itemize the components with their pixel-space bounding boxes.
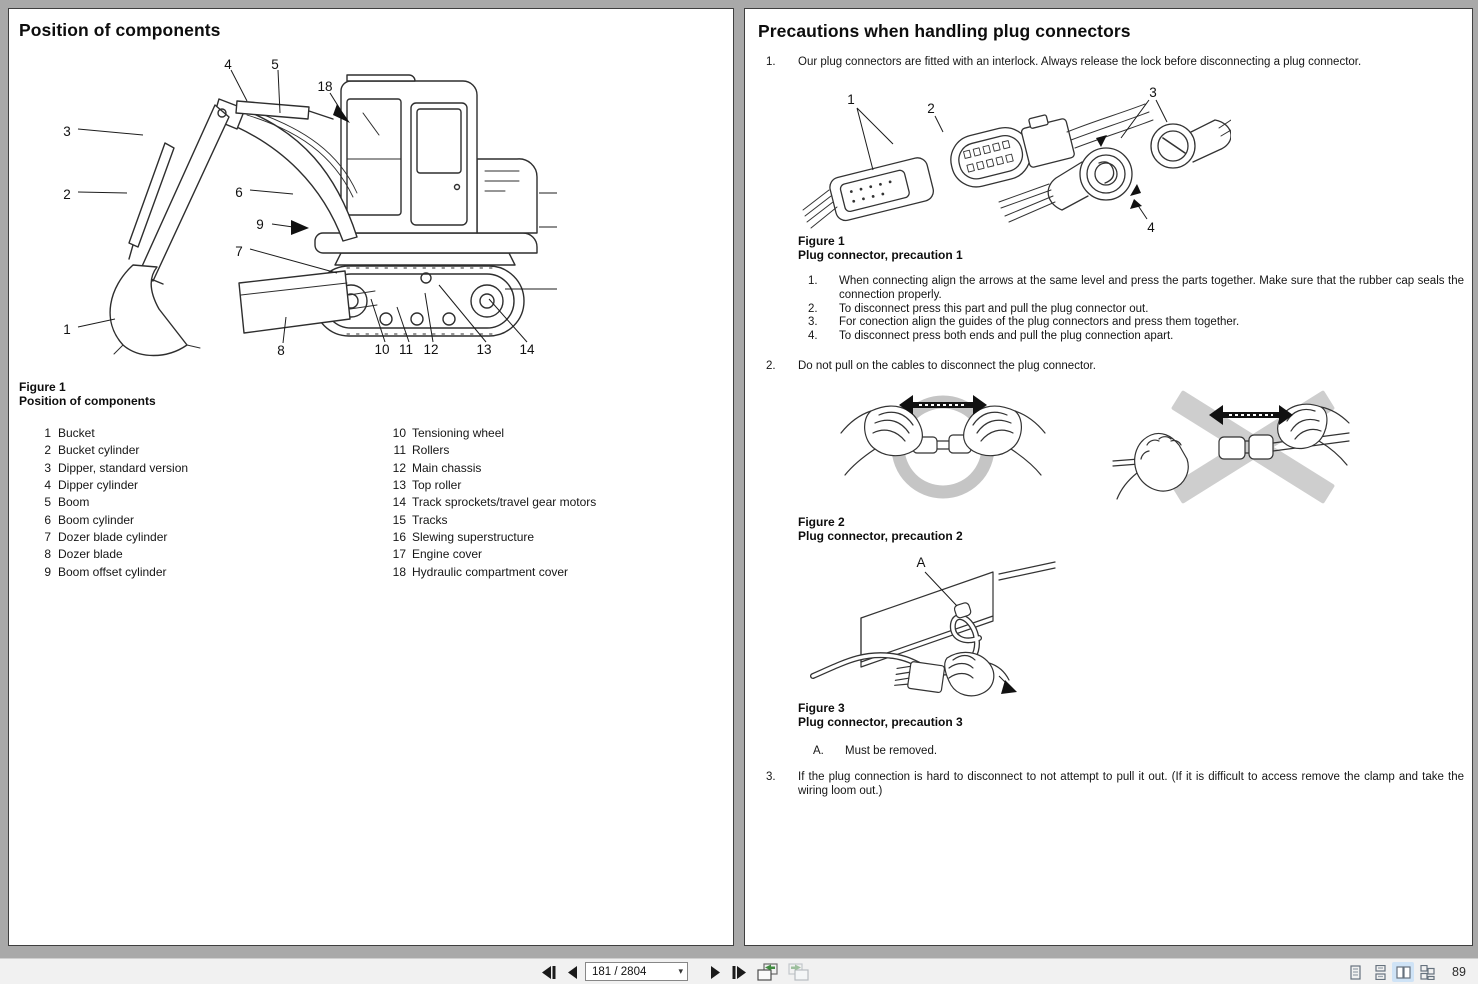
- bottom-toolbar: [0, 958, 1478, 984]
- callout-8: 8: [277, 343, 285, 358]
- zoom-level: 89: [1452, 965, 1466, 979]
- callout-14: 14: [519, 342, 535, 357]
- legend-item: 10 Tensioning wheel: [392, 426, 505, 440]
- legend-item: 2 Bucket cylinder: [44, 443, 140, 458]
- fig1-callout-4: 4: [1147, 220, 1155, 234]
- legend-item: 17 Engine cover: [392, 547, 483, 562]
- continuous-facing-view-button[interactable]: [1416, 962, 1438, 982]
- legend-item: 4 Dipper cylinder: [44, 478, 139, 493]
- callout-6: 6: [235, 185, 243, 200]
- figure3-title: Figure 3: [798, 701, 845, 715]
- callout-9: 9: [256, 217, 264, 232]
- precaution-item-1: 1. Our plug connectors are fitted with an interlock. Always release the lock before disconnecting a plug connector.: [766, 56, 1362, 68]
- callout-13: 13: [476, 342, 492, 357]
- figure2-title: Figure 2: [798, 515, 845, 529]
- step-item: 2. To disconnect press this part and pull the plug connector out.: [808, 302, 1149, 315]
- figure1-caption-left: [19, 381, 156, 408]
- legend-item: 8 Dozer blade: [44, 547, 123, 562]
- legend-item: 13 Top roller: [392, 478, 462, 493]
- callout-10: 10: [374, 342, 390, 357]
- callout-12: 12: [423, 342, 439, 357]
- component-legend-col1: [17, 425, 188, 581]
- legend-item: 15 Tracks: [392, 512, 448, 527]
- callout-4: 4: [224, 57, 232, 72]
- legend-item: 14 Track sprockets/travel gear motors: [392, 495, 597, 510]
- figure1-title: Figure 1: [798, 234, 845, 248]
- fig1-callout-3: 3: [1149, 86, 1157, 100]
- figure1-caption-right: [798, 235, 963, 262]
- next-page-button[interactable]: [709, 966, 722, 979]
- single-page-view-button[interactable]: [1344, 962, 1366, 982]
- figure1-steps: [808, 275, 1464, 344]
- precaution-item-2: 2. Do not pull on the cables to disconnect the plug connector.: [766, 360, 1096, 372]
- legend-item: 18 Hydraulic compartment cover: [392, 564, 569, 579]
- legend-item: 16 Slewing superstructure: [392, 530, 535, 545]
- callout-1: 1: [63, 322, 71, 337]
- legend-item: 11 Rollers: [393, 443, 450, 458]
- step-item: 4. To disconnect press both ends and pull the plug connection apart.: [808, 330, 1174, 343]
- previous-view-button[interactable]: [757, 963, 779, 981]
- figure3-caption: [798, 702, 963, 729]
- component-legend-col2: [364, 425, 596, 581]
- first-page-button[interactable]: [541, 966, 557, 979]
- figure1-subtitle: Plug connector, precaution 1: [798, 247, 963, 262]
- figure3-subtitle: Plug connector, precaution 3: [798, 714, 963, 729]
- last-page-button[interactable]: [731, 966, 747, 979]
- right-page: [744, 8, 1473, 946]
- excavator-diagram: [41, 47, 561, 377]
- previous-page-button[interactable]: [566, 966, 579, 979]
- fig1-callout-2: 2: [927, 101, 935, 116]
- legend-item: 12 Main chassis: [392, 460, 482, 475]
- precaution-item-3: 3. If the plug connection is hard to disconnect to not attempt to pull it out. (If it is difficult to access remove the clamp and take the wiring loom out.): [766, 771, 1464, 797]
- legend-item: 9 Boom offset cylinder: [44, 564, 167, 579]
- left-page-title: Position of components: [19, 20, 221, 40]
- plug-connector-figure1: [801, 86, 1231, 234]
- callout-7: 7: [235, 244, 243, 259]
- plug-connector-figure3: [809, 554, 1059, 702]
- legend-item: 3 Dipper, standard version: [44, 460, 189, 475]
- facing-pages-view-button[interactable]: [1392, 962, 1414, 982]
- legend-item: 6 Boom cylinder: [44, 512, 135, 527]
- callout-18: 18: [317, 79, 333, 94]
- figure1-caption-title: Figure 1: [19, 380, 66, 394]
- step-item: 1. When connecting align the arrows at the same level and press the parts together. Make sure that the rubber cap seals the connection properly.: [808, 275, 1464, 301]
- callout-5: 5: [271, 57, 279, 72]
- next-view-button[interactable]: [787, 963, 809, 981]
- figure1-caption-subtitle: Position of components: [19, 393, 156, 408]
- legend-item: 1 Bucket: [44, 426, 95, 440]
- plug-connector-figure2: [801, 389, 1361, 511]
- fig1-callout-1: 1: [847, 92, 855, 107]
- right-page-title: Precautions when handling plug connectors: [758, 21, 1131, 41]
- callout-2: 2: [63, 187, 71, 202]
- callout-3: 3: [63, 124, 71, 139]
- figure2-caption: [798, 516, 963, 543]
- legend-item: 5 Boom: [44, 495, 90, 510]
- continuous-view-button[interactable]: [1369, 962, 1391, 982]
- page-dropdown-caret[interactable]: ▾: [678, 966, 683, 976]
- step-item: 3. For conection align the guides of the plug connectors and press them together.: [808, 316, 1240, 329]
- callout-11: 11: [398, 342, 414, 357]
- legend-item: 7 Dozer blade cylinder: [44, 530, 168, 545]
- page-number-value: 181 / 2804: [592, 965, 647, 978]
- figure2-subtitle: Plug connector, precaution 2: [798, 528, 963, 543]
- left-page: [8, 8, 734, 946]
- page-number-input[interactable]: [585, 962, 688, 981]
- fig3-callout-a: A: [916, 555, 926, 570]
- figure3-note-a: A. Must be removed.: [813, 745, 938, 757]
